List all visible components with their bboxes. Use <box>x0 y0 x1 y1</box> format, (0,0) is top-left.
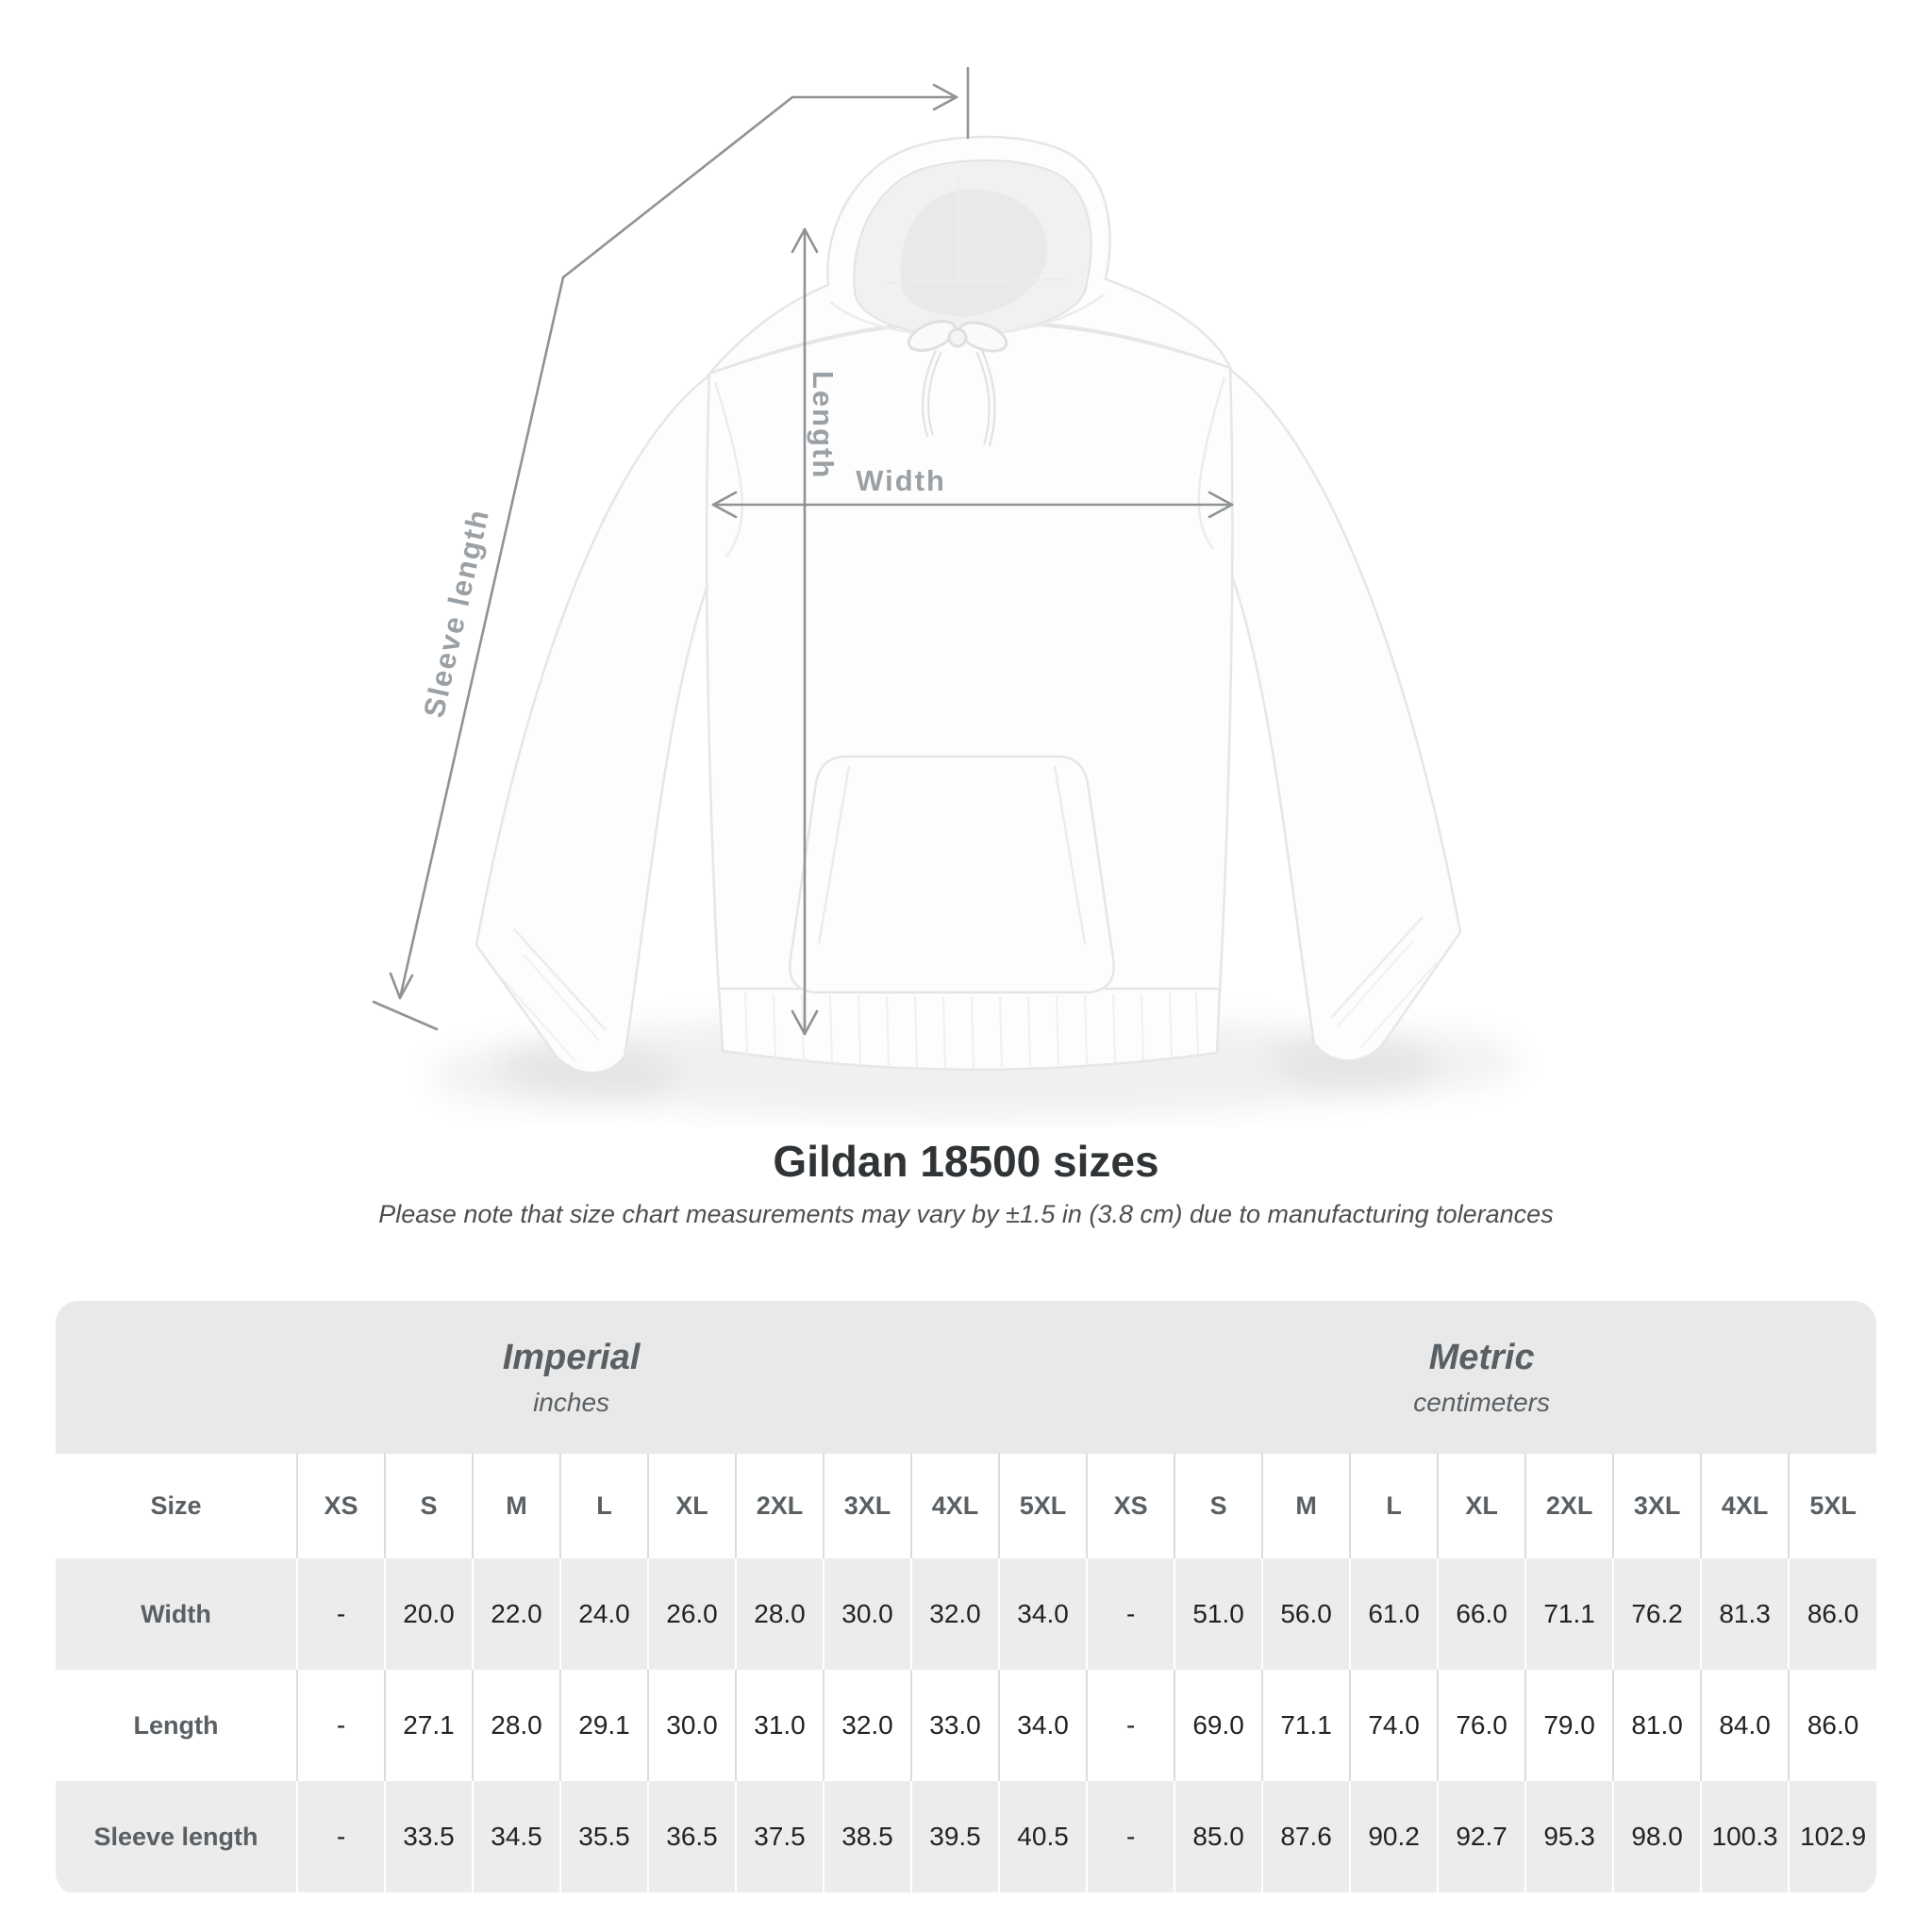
cell-width-metric-3xl: 76.2 <box>1613 1558 1701 1670</box>
cell-width-imperial-m: 22.0 <box>473 1558 560 1670</box>
cell-width-metric-s: 51.0 <box>1174 1558 1262 1670</box>
size-col-header-metric-s: S <box>1174 1454 1262 1558</box>
size-header-row <box>56 1454 1876 1558</box>
row-label-length: Length <box>133 1710 219 1740</box>
size-col-header-imperial-2xl: 2XL <box>736 1454 824 1558</box>
unit-group-metric <box>1087 1301 1876 1454</box>
size-col-header-imperial-m: M <box>473 1454 560 1558</box>
cell-sleeve-length-metric-4xl: 100.3 <box>1701 1781 1789 1892</box>
cell-width-metric-m: 56.0 <box>1262 1558 1350 1670</box>
size-col-header-imperial-5xl: 5XL <box>999 1454 1087 1558</box>
size-header-cell: Size <box>150 1491 202 1520</box>
cell-length-metric-l: 74.0 <box>1350 1670 1438 1781</box>
cell-width-imperial-xl: 26.0 <box>648 1558 736 1670</box>
cell-sleeve-length-imperial-m: 34.5 <box>473 1781 560 1892</box>
cell-sleeve-length-imperial-s: 33.5 <box>385 1781 473 1892</box>
row-label-sleeve-length: Sleeve length <box>93 1822 258 1851</box>
cell-length-imperial-4xl: 33.0 <box>911 1670 999 1781</box>
length-row <box>56 1670 1876 1781</box>
cell-width-imperial-3xl: 30.0 <box>824 1558 911 1670</box>
sleeve-length-label: Sleeve length <box>417 505 496 721</box>
cell-sleeve-length-imperial-2xl: 37.5 <box>736 1781 824 1892</box>
size-col-header-metric-l: L <box>1350 1454 1438 1558</box>
size-col-header-metric-2xl: 2XL <box>1525 1454 1613 1558</box>
imperial-label: Imperial <box>502 1337 641 1377</box>
cell-length-imperial-l: 29.1 <box>560 1670 648 1781</box>
size-col-header-metric-4xl: 4XL <box>1701 1454 1789 1558</box>
cell-width-imperial-xs: - <box>297 1558 385 1670</box>
size-table <box>56 1301 1876 1892</box>
size-col-header-metric-3xl: 3XL <box>1613 1454 1701 1558</box>
cell-length-imperial-s: 27.1 <box>385 1670 473 1781</box>
cell-sleeve-length-metric-3xl: 98.0 <box>1613 1781 1701 1892</box>
size-col-header-imperial-xl: XL <box>648 1454 736 1558</box>
chart-title: Gildan 18500 sizes <box>773 1137 1159 1186</box>
cell-length-metric-4xl: 84.0 <box>1701 1670 1789 1781</box>
unit-header-row <box>56 1301 1876 1454</box>
cell-sleeve-length-metric-5xl: 102.9 <box>1789 1781 1876 1892</box>
cell-length-metric-s: 69.0 <box>1174 1670 1262 1781</box>
size-col-header-imperial-xs: XS <box>297 1454 385 1558</box>
cell-length-imperial-3xl: 32.0 <box>824 1670 911 1781</box>
cell-sleeve-length-imperial-5xl: 40.5 <box>999 1781 1087 1892</box>
row-label-width: Width <box>141 1599 211 1628</box>
size-col-header-imperial-s: S <box>385 1454 473 1558</box>
metric-label: Metric <box>1428 1337 1535 1377</box>
cell-sleeve-length-imperial-xl: 36.5 <box>648 1781 736 1892</box>
cell-width-metric-xs: - <box>1087 1558 1174 1670</box>
cell-width-metric-l: 61.0 <box>1350 1558 1438 1670</box>
width-label: Width <box>856 464 946 497</box>
cell-length-metric-3xl: 81.0 <box>1613 1670 1701 1781</box>
sleeve-length-row <box>56 1781 1876 1892</box>
cell-width-imperial-l: 24.0 <box>560 1558 648 1670</box>
cell-length-imperial-xl: 30.0 <box>648 1670 736 1781</box>
size-col-header-imperial-l: L <box>560 1454 648 1558</box>
size-col-header-metric-xl: XL <box>1438 1454 1525 1558</box>
hoodie-image <box>476 137 1460 1073</box>
cell-sleeve-length-imperial-xs: - <box>297 1781 385 1892</box>
cell-width-metric-5xl: 86.0 <box>1789 1558 1876 1670</box>
metric-sublabel: centimeters <box>1413 1387 1550 1417</box>
cell-sleeve-length-imperial-3xl: 38.5 <box>824 1781 911 1892</box>
size-col-header-imperial-3xl: 3XL <box>824 1454 911 1558</box>
width-row <box>56 1558 1876 1670</box>
cell-length-metric-xs: - <box>1087 1670 1174 1781</box>
pocket <box>790 757 1114 992</box>
cell-length-imperial-m: 28.0 <box>473 1670 560 1781</box>
cell-sleeve-length-metric-s: 85.0 <box>1174 1781 1262 1892</box>
cell-length-imperial-5xl: 34.0 <box>999 1670 1087 1781</box>
cell-sleeve-length-metric-xs: - <box>1087 1781 1174 1892</box>
cell-width-imperial-5xl: 34.0 <box>999 1558 1087 1670</box>
cell-sleeve-length-metric-m: 87.6 <box>1262 1781 1350 1892</box>
cell-sleeve-length-metric-2xl: 95.3 <box>1525 1781 1613 1892</box>
cell-sleeve-length-metric-xl: 92.7 <box>1438 1781 1525 1892</box>
unit-group-imperial <box>56 1301 1087 1454</box>
cell-length-metric-xl: 76.0 <box>1438 1670 1525 1781</box>
cell-length-imperial-2xl: 31.0 <box>736 1670 824 1781</box>
cell-width-imperial-4xl: 32.0 <box>911 1558 999 1670</box>
size-chart-table <box>56 1301 1876 1895</box>
cell-length-metric-2xl: 79.0 <box>1525 1670 1613 1781</box>
cell-width-metric-4xl: 81.3 <box>1701 1558 1789 1670</box>
cell-length-imperial-xs: - <box>297 1670 385 1781</box>
cell-width-metric-2xl: 71.1 <box>1525 1558 1613 1670</box>
cell-width-imperial-2xl: 28.0 <box>736 1558 824 1670</box>
size-col-header-metric-5xl: 5XL <box>1789 1454 1876 1558</box>
cell-sleeve-length-imperial-4xl: 39.5 <box>911 1781 999 1892</box>
size-col-header-metric-m: M <box>1262 1454 1350 1558</box>
size-col-header-metric-xs: XS <box>1087 1454 1174 1558</box>
size-col-header-imperial-4xl: 4XL <box>911 1454 999 1558</box>
cell-sleeve-length-metric-l: 90.2 <box>1350 1781 1438 1892</box>
cell-length-metric-5xl: 86.0 <box>1789 1670 1876 1781</box>
cell-width-metric-xl: 66.0 <box>1438 1558 1525 1670</box>
cell-width-imperial-s: 20.0 <box>385 1558 473 1670</box>
chart-subtitle: Please note that size chart measurements may vary by ±1.5 in (3.8 cm) due to manufacturing tolerances <box>378 1200 1554 1228</box>
length-label: Length <box>807 371 840 480</box>
cell-sleeve-length-imperial-l: 35.5 <box>560 1781 648 1892</box>
imperial-sublabel: inches <box>533 1387 610 1417</box>
cell-length-metric-m: 71.1 <box>1262 1670 1350 1781</box>
